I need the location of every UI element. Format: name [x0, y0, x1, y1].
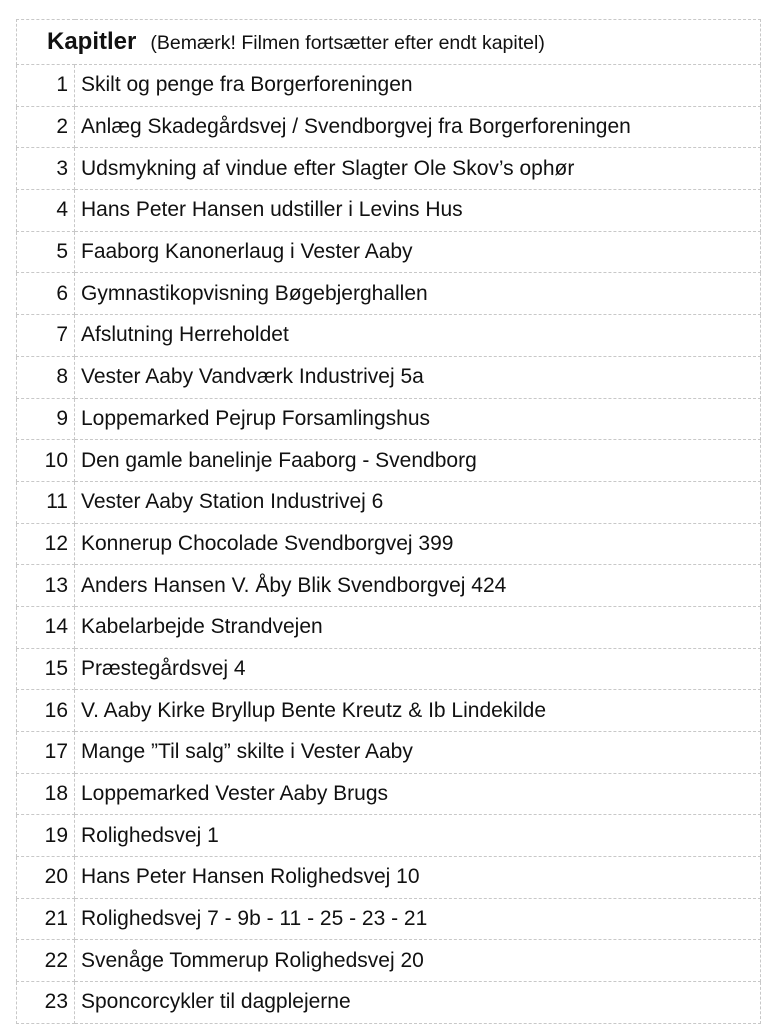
chapter-row[interactable] — [17, 857, 761, 899]
chapter-number: 22 — [17, 940, 75, 982]
chapter-title[interactable]: Kabelarbejde Strandvejen — [75, 606, 761, 648]
chapter-row[interactable] — [17, 773, 761, 815]
chapter-title[interactable]: Rolighedsvej 1 — [75, 815, 761, 857]
chapter-number: 18 — [17, 773, 75, 815]
chapter-row[interactable] — [17, 648, 761, 690]
chapter-title[interactable]: Hans Peter Hansen udstiller i Levins Hus — [75, 190, 761, 232]
chapter-title[interactable]: Faaborg Kanonerlaug i Vester Aaby — [75, 231, 761, 273]
chapter-number: 11 — [17, 481, 75, 523]
chapter-title[interactable]: Loppemarked Vester Aaby Brugs — [75, 773, 761, 815]
chapter-number: 3 — [17, 148, 75, 190]
chapter-row[interactable] — [17, 815, 761, 857]
chapter-number: 4 — [17, 190, 75, 232]
chapter-title[interactable]: Loppemarked Pejrup Forsamlingshus — [75, 398, 761, 440]
header-row — [17, 20, 761, 65]
chapter-title[interactable]: Rolighedsvej 7 - 9b - 11 - 25 - 23 - 21 — [75, 898, 761, 940]
chapter-row[interactable] — [17, 398, 761, 440]
chapter-title[interactable]: Præstegårdsvej 4 — [75, 648, 761, 690]
chapter-number: 7 — [17, 315, 75, 357]
chapter-row[interactable] — [17, 356, 761, 398]
chapter-number: 9 — [17, 398, 75, 440]
chapter-number: 21 — [17, 898, 75, 940]
chapter-number: 16 — [17, 690, 75, 732]
chapters-heading: Kapitler — [47, 28, 137, 55]
chapter-row[interactable] — [17, 190, 761, 232]
chapter-row[interactable] — [17, 940, 761, 982]
chapter-number: 6 — [17, 273, 75, 315]
chapter-title[interactable]: Anders Hansen V. Åby Blik Svendborgvej 424 — [75, 565, 761, 607]
chapter-table — [16, 19, 761, 1024]
chapter-title[interactable]: Sponcorcykler til dagplejerne — [75, 982, 761, 1024]
chapter-row[interactable] — [17, 231, 761, 273]
chapter-title[interactable]: Konnerup Chocolade Svendborgvej 399 — [75, 523, 761, 565]
chapter-row[interactable] — [17, 65, 761, 107]
chapter-row[interactable] — [17, 273, 761, 315]
chapter-number: 20 — [17, 857, 75, 899]
chapter-number: 17 — [17, 732, 75, 774]
chapter-number: 5 — [17, 231, 75, 273]
chapters-note: (Bemærk! Filmen fortsætter efter endt kapitel) — [150, 32, 545, 54]
chapter-title[interactable]: Vester Aaby Vandværk Industrivej 5a — [75, 356, 761, 398]
chapter-row[interactable] — [17, 690, 761, 732]
chapter-title[interactable]: Udsmykning af vindue efter Slagter Ole Skov’s ophør — [75, 148, 761, 190]
chapter-row[interactable] — [17, 565, 761, 607]
chapter-number: 14 — [17, 606, 75, 648]
chapter-number: 10 — [17, 440, 75, 482]
chapter-number: 23 — [17, 982, 75, 1024]
chapter-title[interactable]: Den gamle banelinje Faaborg - Svendborg — [75, 440, 761, 482]
chapter-number: 13 — [17, 565, 75, 607]
chapter-number: 1 — [17, 65, 75, 107]
chapter-row[interactable] — [17, 982, 761, 1024]
chapter-row[interactable] — [17, 106, 761, 148]
chapter-row[interactable] — [17, 148, 761, 190]
chapter-title[interactable]: Skilt og penge fra Borgerforeningen — [75, 65, 761, 107]
chapter-title[interactable]: Gymnastikopvisning Bøgebjerghallen — [75, 273, 761, 315]
chapter-title[interactable]: Afslutning Herreholdet — [75, 315, 761, 357]
chapter-row[interactable] — [17, 732, 761, 774]
chapter-table-body — [17, 20, 761, 1024]
chapter-row[interactable] — [17, 481, 761, 523]
chapter-title[interactable]: V. Aaby Kirke Bryllup Bente Kreutz & Ib Lindekilde — [75, 690, 761, 732]
chapter-row[interactable] — [17, 898, 761, 940]
chapter-number: 15 — [17, 648, 75, 690]
chapter-number: 2 — [17, 106, 75, 148]
header-cell — [17, 20, 761, 65]
chapter-row[interactable] — [17, 440, 761, 482]
chapter-row[interactable] — [17, 606, 761, 648]
chapter-title[interactable]: Anlæg Skadegårdsvej / Svendborgvej fra Borgerforeningen — [75, 106, 761, 148]
chapter-row[interactable] — [17, 315, 761, 357]
chapter-row[interactable] — [17, 523, 761, 565]
chapter-title[interactable]: Svenåge Tommerup Rolighedsvej 20 — [75, 940, 761, 982]
chapter-number: 19 — [17, 815, 75, 857]
chapter-title[interactable]: Hans Peter Hansen Rolighedsvej 10 — [75, 857, 761, 899]
chapter-number: 8 — [17, 356, 75, 398]
chapter-title[interactable]: Vester Aaby Station Industrivej 6 — [75, 481, 761, 523]
chapter-number: 12 — [17, 523, 75, 565]
chapter-title[interactable]: Mange ”Til salg” skilte i Vester Aaby — [75, 732, 761, 774]
